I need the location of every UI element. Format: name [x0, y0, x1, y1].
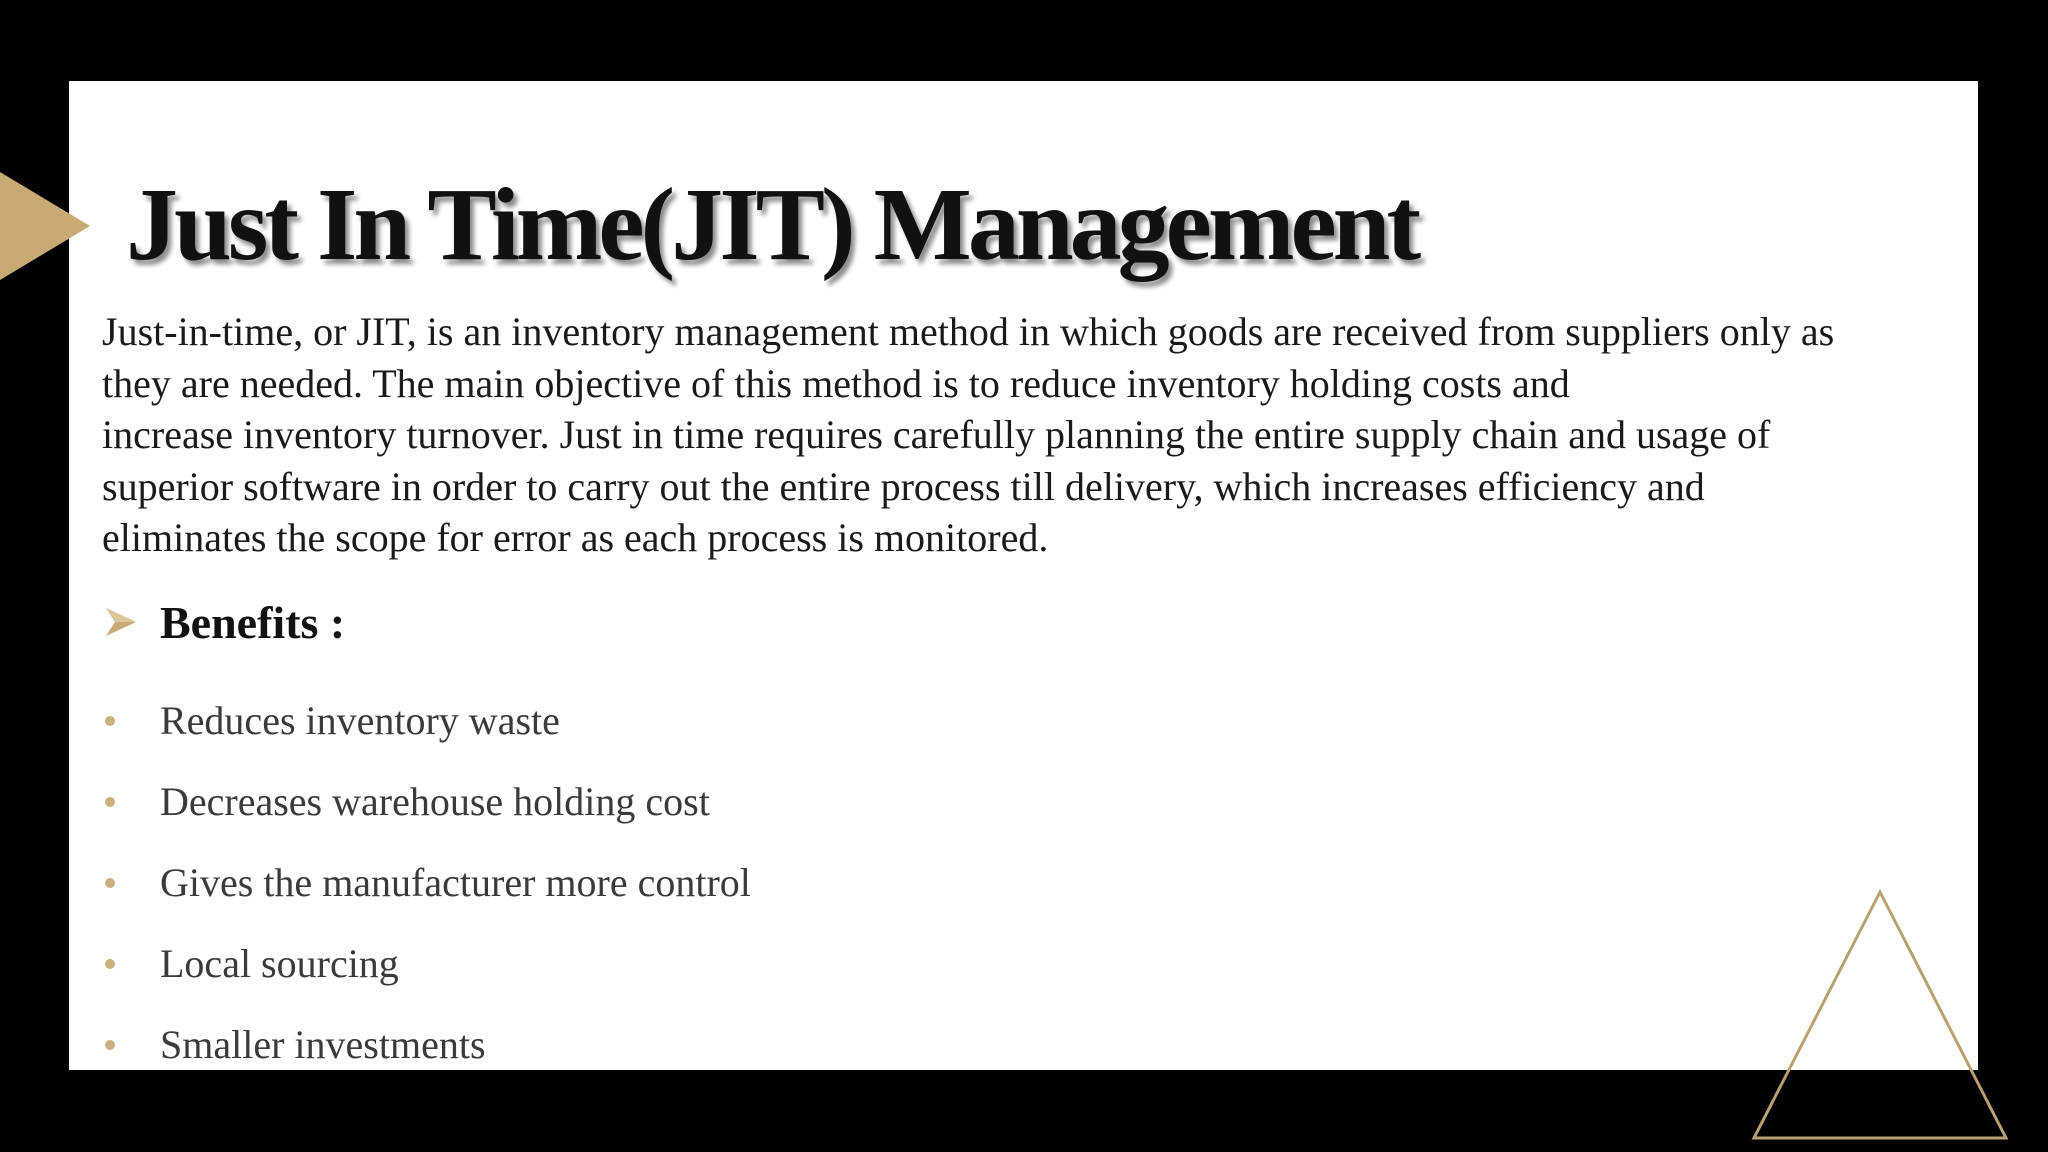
- gold-triangle-arrow-icon: [0, 172, 90, 280]
- gold-dot-bullet-icon: [105, 716, 115, 726]
- intro-line: increase inventory turnover. Just in time requires carefully planning the entire supply chain and usage of: [102, 412, 1771, 457]
- benefits-heading-label: Benefits :: [160, 596, 346, 648]
- intro-line: superior software in order to carry out the entire process till delivery, which increases efficiency and: [102, 463, 1705, 509]
- benefits-heading: [104, 592, 345, 652]
- gold-outline-triangle-icon: [1750, 888, 2010, 1142]
- benefit-text: Gives the manufacturer more control: [160, 860, 751, 905]
- gold-dot-bullet-icon: [105, 878, 115, 888]
- list-item: [100, 680, 751, 761]
- intro-paragraph: [102, 306, 1962, 564]
- list-item: [100, 923, 751, 1004]
- gold-dot-bullet-icon: [105, 959, 115, 969]
- intro-line: Just-in-time, or JIT, is an inventory management method in which goods are received from suppliers only as: [102, 309, 1835, 354]
- gold-arrowhead-bullet-icon: [104, 605, 138, 639]
- benefits-list: [100, 680, 751, 1085]
- gold-dot-bullet-icon: [105, 797, 115, 807]
- list-item: [100, 1004, 751, 1085]
- benefit-text: Decreases warehouse holding cost: [160, 779, 710, 824]
- benefit-text: Reduces inventory waste: [160, 698, 560, 743]
- list-item: [100, 761, 751, 842]
- intro-line: eliminates the scope for error as each process is monitored.: [102, 515, 1049, 560]
- benefit-text: Smaller investments: [160, 1022, 486, 1067]
- slide-title: Just In Time(JIT) Management: [126, 167, 1418, 282]
- gold-dot-bullet-icon: [105, 1040, 115, 1050]
- list-item: [100, 842, 751, 923]
- benefit-text: Local sourcing: [160, 941, 399, 986]
- intro-line: they are needed. The main objective of this method is to reduce inventory holding costs and: [102, 360, 1570, 406]
